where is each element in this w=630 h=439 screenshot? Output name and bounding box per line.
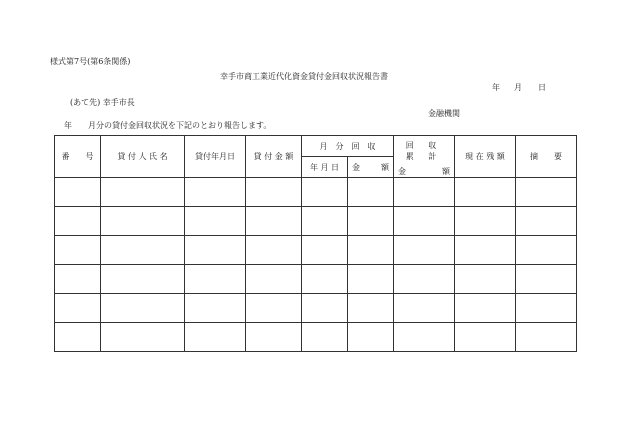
cell[interactable] <box>455 236 516 265</box>
cell[interactable] <box>455 178 516 207</box>
cell[interactable] <box>394 265 455 294</box>
cell[interactable] <box>516 236 577 265</box>
cell[interactable] <box>55 236 101 265</box>
cell[interactable] <box>101 236 185 265</box>
institution-label: 金融機関 <box>428 109 460 118</box>
cell[interactable] <box>516 207 577 236</box>
cell[interactable] <box>185 323 246 352</box>
cell[interactable] <box>516 294 577 323</box>
cell[interactable] <box>246 265 302 294</box>
date-month: 月 <box>514 83 522 92</box>
header-remarks: 摘 要 <box>516 136 577 178</box>
header-loan-date: 貸付年月日 <box>185 136 246 178</box>
cell[interactable] <box>246 323 302 352</box>
header-row <box>55 136 577 157</box>
report-table <box>54 135 577 352</box>
cell[interactable] <box>348 178 394 207</box>
cell[interactable] <box>302 265 348 294</box>
cell[interactable] <box>394 294 455 323</box>
cell[interactable] <box>348 323 394 352</box>
report-sentence <box>64 122 271 130</box>
header-balance: 現 在 残 額 <box>455 136 516 178</box>
cell[interactable] <box>55 294 101 323</box>
cell[interactable] <box>185 236 246 265</box>
cell[interactable] <box>101 323 185 352</box>
header-cumulative <box>394 136 455 178</box>
cell[interactable] <box>101 178 185 207</box>
header-cumulative-gaku: 額 <box>442 167 450 176</box>
cell[interactable] <box>185 265 246 294</box>
subheader-amount <box>348 157 394 178</box>
cell[interactable] <box>246 236 302 265</box>
subheader-date: 年 月 日 <box>302 157 348 178</box>
header-monthly-collection: 月 分 回 収 <box>302 136 394 157</box>
cell[interactable] <box>455 323 516 352</box>
date-day: 日 <box>538 83 546 92</box>
header-loan-amount: 貸 付 金 額 <box>246 136 302 178</box>
cell[interactable] <box>101 294 185 323</box>
addressee: (あて先) 幸手市長 <box>70 98 135 107</box>
date-year: 年 <box>492 83 500 92</box>
cell[interactable] <box>455 294 516 323</box>
header-borrower: 貸 付 人 氏 名 <box>101 136 185 178</box>
cell[interactable] <box>302 236 348 265</box>
table-row <box>55 294 577 323</box>
cell[interactable] <box>185 178 246 207</box>
cell[interactable] <box>348 294 394 323</box>
cell[interactable] <box>185 294 246 323</box>
cell[interactable] <box>246 294 302 323</box>
cell[interactable] <box>302 294 348 323</box>
cell[interactable] <box>55 323 101 352</box>
report-text: 月分の貸付金回収状況を下記のとおり報告します。 <box>88 121 272 130</box>
cell[interactable] <box>185 207 246 236</box>
document-title: 幸手市商工業近代化資金貸付金回収状況報告書 <box>220 72 388 81</box>
cell[interactable] <box>246 178 302 207</box>
cell[interactable] <box>246 207 302 236</box>
header-cumulative-kin: 金 <box>398 167 406 176</box>
cell[interactable] <box>348 236 394 265</box>
cell[interactable] <box>455 207 516 236</box>
cell[interactable] <box>55 265 101 294</box>
date-line <box>492 84 546 92</box>
cell[interactable] <box>348 207 394 236</box>
cell[interactable] <box>394 236 455 265</box>
subheader-amount-gaku: 額 <box>381 162 389 172</box>
table-row <box>55 207 577 236</box>
cell[interactable] <box>302 178 348 207</box>
cell[interactable] <box>516 323 577 352</box>
table-row <box>55 323 577 352</box>
cell[interactable] <box>55 207 101 236</box>
cell[interactable] <box>302 323 348 352</box>
cell[interactable] <box>101 207 185 236</box>
header-number: 番 号 <box>55 136 101 178</box>
cell[interactable] <box>516 178 577 207</box>
cell[interactable] <box>348 265 394 294</box>
cell[interactable] <box>394 323 455 352</box>
table-row <box>55 236 577 265</box>
cell[interactable] <box>101 265 185 294</box>
table-row <box>55 178 577 207</box>
cell[interactable] <box>302 207 348 236</box>
report-year: 年 <box>64 121 72 130</box>
cell[interactable] <box>55 178 101 207</box>
subheader-amount-kin: 金 <box>352 162 360 172</box>
form-number: 様式第7号(第6条関係) <box>50 57 131 66</box>
cell[interactable] <box>516 265 577 294</box>
cell[interactable] <box>394 207 455 236</box>
table-row <box>55 265 577 294</box>
cell[interactable] <box>394 178 455 207</box>
header-cumulative-title: 回 収 累 計 <box>405 141 443 161</box>
cell[interactable] <box>455 265 516 294</box>
